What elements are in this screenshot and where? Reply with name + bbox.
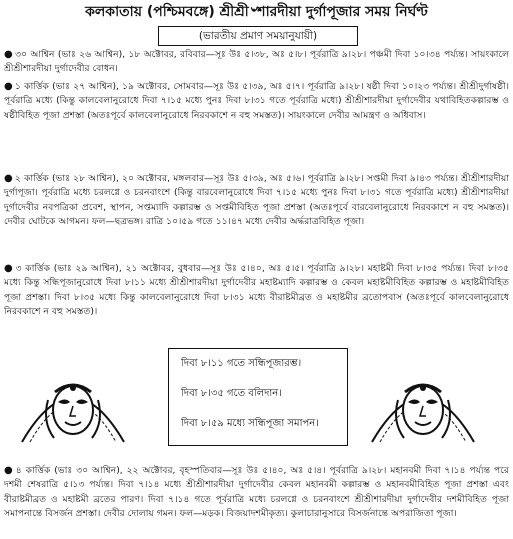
entry-text: ২ কার্ত্তিক (ভাঃ ২৮ আশ্বিন), ২০ অক্টোবর, মঙ্গলবার—সূঃ উঃ ৫।৩৯, অঃ ৫।৬। পূর্বরাত্রি ৯।২৮। সপ্তমী দিবা ৯।৪৩ পর্য্যন্ত। শ্রীশ্রীশারদীয়া দুর্গাপূজা। পূর্বরাত্রি মধ্যে চরলগ্নে ও চরনবাংশে (কিন্তু বারবেলানুরোধে দিবা ৭।১৫ মধ্যে পুনঃ দিবা ৮।৩১ গতে পূর্বরাত্রি মধ্যে) শ্রীশ্রীশারদীয়া দুর্গাদেবীর নবপত্রিকা প্রবেশ, স্থাপন, সপ্তম্যাদি কল্পারম্ভ ও সপ্তমীবিহিত পূজা প্রশস্তা (অতঃপূর্বে বারবেলানুরোধে নিরবকাশে ন বহু সমস্তত)। দেবীর ঘোটকে আগমন। ফল—ছত্রভঙ্গ। রাত্রি ১০।৫৯ গতে ১১।৪৭ মধ্যে দেবীর অর্দ্ধরাত্রবিহিত পূজা। [4,173,509,227]
bullet-icon: ● [4,465,14,476]
durga-face-icon [368,352,478,444]
schedule-entry-day-3 [4,172,509,229]
page-title: কলকাতায় (পশ্চিমবঙ্গে) শ্রীশ্রী৺শারদীয়া দুর্গাপূজার সময় নির্ঘণ্ট [85,4,428,20]
entry-text: ১ কার্ত্তিক (ভাঃ ২৭ আশ্বিন), ১৯ অক্টোবর, সোমবার—সূঃ উঃ ৫।৩৯, অঃ ৫।৭। পূর্বরাত্রি ৯।২৮। ষষ্ঠী দিবা ১০।২৩ পর্য্যন্ত। শ্রীশ্রীদুর্গাষষ্ঠী। পূর্বরাত্রি মধ্যে (কিন্তু কালবেলানুরোধে দিবা ৭।১৫ মধ্যে পুনঃ দিবা ৮।৩১ গতে পূর্বরাত্রি মধ্যে) শ্রীশ্রীশারদীয়া দুর্গাদেবীর যথাবিহিতকল্পারম্ভ ও ষষ্ঠীবিহিত পূজা প্রশস্তা (অতঃপূর্বে কালবেলানুরোধে নিরবকাশে ন বহু সমস্তত)। সায়ংকালে দেবীর আমন্ত্রণ ও অধিবাস। [4,81,509,121]
sandhi-end-time: দিবা ৮।৫৯ মধ্যে সন্ধিপূজা সমাপন। [181,418,319,429]
sacrifice-time: দিবা ৮।৩৫ গতে বলিদান। [181,388,282,399]
bullet-icon: ● [4,263,14,274]
entry-text: ৪ কার্ত্তিক (ভাঃ ৩০ আশ্বিন), ২২ অক্টোবর, বৃহস্পতিবার—সূঃ উঃ ৫।৪০, অঃ ৫।৪। পূর্বরাত্রি ৯।২৮। মহানবমী দিবা ৭।১৪ পর্য্যন্ত পরে দশমী শেষরাত্রি ৫।১৩ পর্য্যন্ত। দিবা ৭।১৪ মধ্যে শ্রীশ্রীশারদীয়া দুর্গাদেবীর কেবল মহানবমী কল্পারম্ভ ও মহানবমীবিহিত পূজা প্রশস্তা এবং বীরাষ্টমীব্রত ও মহাষ্টমী ব্রতের পারণ। দিবা ৭।১৪ গতে পূর্বরাত্রি মধ্যে চরলগ্নে ও চরনবাংশে শ্রীশ্রীশারদীয়া দুর্গাদেবীর দশমীবিহিত পূজা সমাপনান্তে বিসর্জন প্রশস্তা। দেবীর দোলায় গমন। ফল—মড়ক। বিজয়াদশমীকৃত্য। কুলাচারানুসারে বিসর্জনান্তে অপরাজিতা পূজা। [4,465,509,519]
page-subtitle: (ভারতীয় প্রমাণ সময়ানুযায়ী) [158,26,358,46]
schedule-entry-day-2 [4,80,509,123]
entry-text: ৩০ আশ্বিন (ভাঃ ২৬ আশ্বিন), ১৮ অক্টোবর, রবিবার—সূঃ উঃ ৫।৩৮, অঃ ৫।৮। পূর্বরাত্রি ৯।২৮। পঞ্চমী দিবা ১০।৩৪ পর্য্যন্ত। সায়ংকালে শ্রীশ্রীশারদীয়া দুর্গাদেবীর বোধন। [4,49,509,75]
schedule-entry-day-4 [4,262,509,319]
schedule-entry-day-1 [4,48,509,77]
bullet-icon: ● [4,81,13,92]
entry-text: ৩ কার্ত্তিক (ভাঃ ২৯ আশ্বিন), ২১ অক্টোবর, বুধবার—সূঃ উঃ ৫।৪০, অঃ ৫।৫। পূর্বরাত্রি ৯।২৮। মহাষ্টমী দিবা ৮।৩৫ পর্য্যন্ত। দিবা ৮।৩৫ মধ্যে কিন্তু সন্ধিপূজানুরোধে দিবা ৮।১১ মধ্যে শ্রীশ্রীশারদীয়া দুর্গাদেবীর মহাষ্টম্যাদি কল্পারম্ভ ও কেবল মহাষ্টমীবিহিত কল্পারম্ভ ও মহাষ্টমীবিহিত পূজা প্রশস্তা। দিবা ৮।৩৫ মধ্যে কিন্তু কালবেলানুরোধে দিবা ৮।৩১ মধ্যে বীরাষ্টমীব্রত ও মহাষ্টমীর ব্রতোপবাস (অতঃপূর্বে কালবেলানুরোধে নিরবকাশে ন বহু সমস্তত)। [4,263,509,317]
durga-face-icon [18,352,128,444]
sandhi-start-time: দিবা ৮।১১ গতে সন্ধিপূজারম্ভ। [181,358,302,369]
schedule-entry-day-5 [4,464,509,521]
bullet-icon: ● [4,49,14,60]
sandhi-puja-time-box [168,348,348,446]
bullet-icon: ● [4,173,13,184]
